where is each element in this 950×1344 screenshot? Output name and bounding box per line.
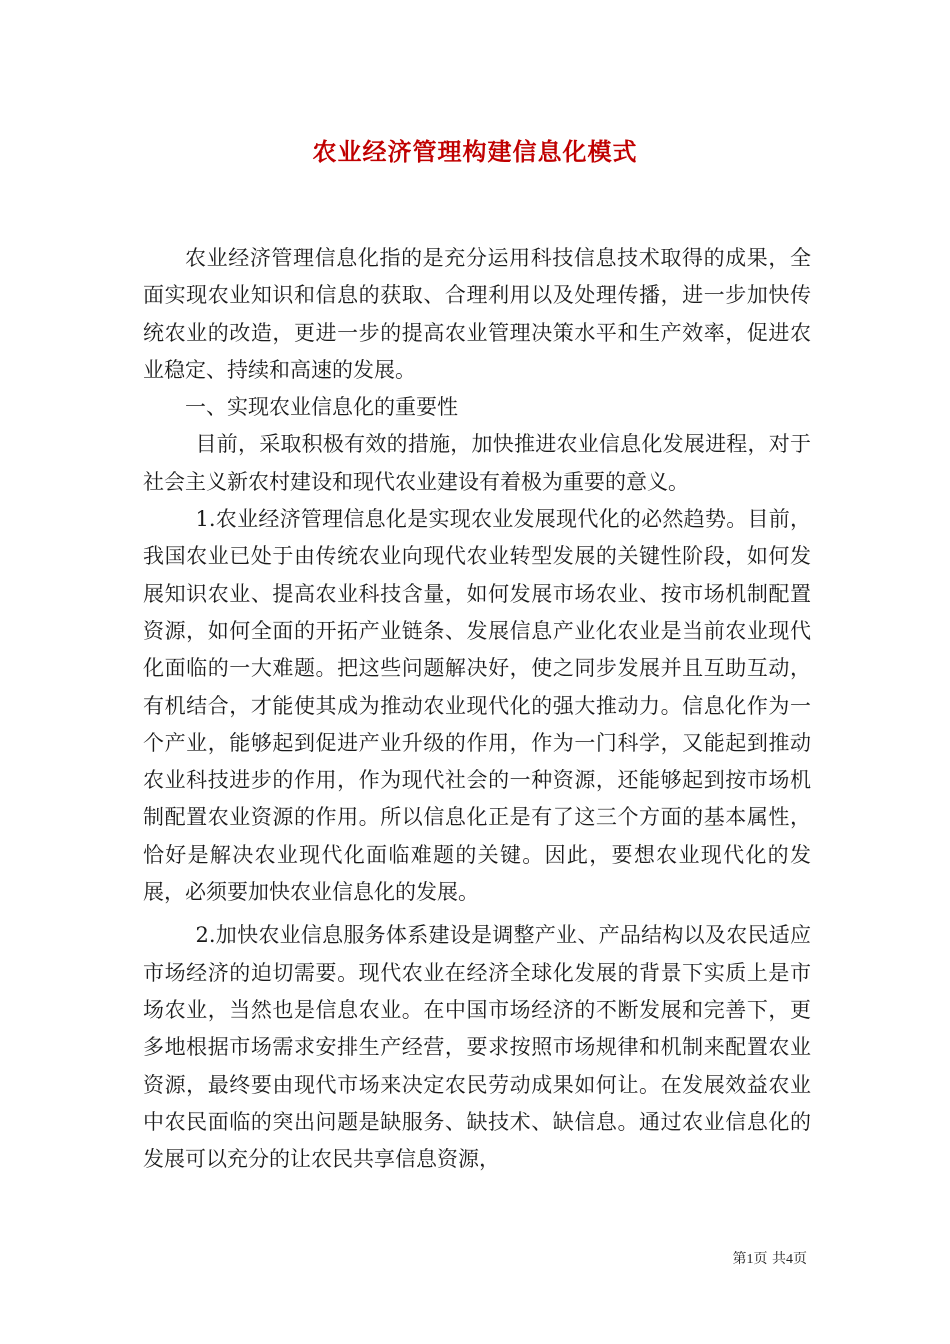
document-body — [143, 240, 811, 1178]
document-title: 农业经济管理构建信息化模式 — [312, 137, 638, 166]
page-number-footer — [0, 1248, 807, 1268]
paragraph-current-status: 目前，采取积极有效的措施，加快推进农业信息化发展进程，对于社会主义新农村建设和现代农业建设有着极为重要的意义。 — [143, 432, 811, 494]
footer-middle: 页 共 — [753, 1251, 786, 1267]
paragraph-point-2: 2.加快农业信息服务体系建设是调整产业、产品结构以及农民适应市场经济的迫切需要。现代农业在经济全球化发展的背景下实质上是市场农业，当然也是信息农业。在中国市场经济的不断发展和完善下，更多地根据市场需求安排生产经营，要求按照市场规律和机制来配置农业资源，最终要由现代市场来决定农民劳动成果如何让。在发展效益农业中农民面临的突出问题是缺服务、缺技术、缺信息。通过农业信息化的发展可以充分的让农民共享信息资源， — [143, 923, 811, 1172]
paragraph-point-1: 1.农业经济管理信息化是实现农业发展现代化的必然趋势。目前，我国农业已处于由传统农业向现代农业转型发展的关键性阶段，如何发展知识农业、提高农业科技含量，如何发展市场农业、按市场机制配置资源，如何全面的开拓产业链条、发展信息产业化农业是当前农业现代化面临的一大难题。把这些问题解决好，使之同步发展并且互助互动，有机结合，才能使其成为推动农业现代化的强大推动力。信息化作为一个产业，能够起到促进产业升级的作用，作为一门科学，又能起到推动农业科技进步的作用，作为现代社会的一种资源，还能够起到按市场机制配置农业资源的作用。所以信息化正是有了这三个方面的基本属性，恰好是解决农业现代化面临难题的关键。因此，要想农业现代化的发展，必须要加快农业信息化的发展。 — [143, 507, 811, 905]
paragraph-intro: 农业经济管理信息化指的是充分运用科技信息技术取得的成果，全面实现农业知识和信息的获取、合理利用以及处理传播，进一步加快传统农业的改造，更进一步的提高农业管理决策水平和生产效率，促进农业稳定、持续和高速的发展。 — [143, 246, 811, 382]
footer-current-page: 1 — [746, 1252, 754, 1267]
footer-prefix: 第 — [732, 1251, 747, 1267]
section-heading-1: 一、实现农业信息化的重要性 — [185, 395, 458, 420]
footer-total-pages: 4 — [786, 1252, 793, 1267]
footer-suffix: 页 — [793, 1251, 807, 1267]
